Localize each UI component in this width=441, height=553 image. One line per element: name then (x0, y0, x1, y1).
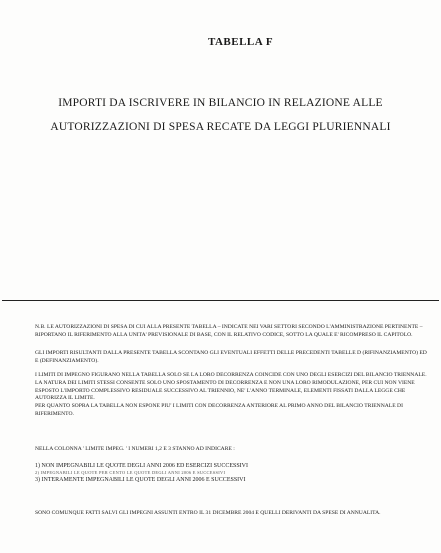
note-importi-text: GLI IMPORTI RISULTANTI DALLA PRESENTE TABELLA SCONTANO GLI EVENTUALI EFFETTI DELLE PRECEDENTI TABELLE D (RIFINANZIAMENTO) ED E (DEFINANZIAMENTO). (35, 350, 427, 364)
note-final (35, 510, 427, 518)
heading-line-2: AUTORIZZAZIONI DI SPESA RECATE DA LEGGI PLURIENNALI (50, 121, 391, 133)
separator-rule (2, 300, 439, 301)
note-limiti-1: I LIMITI DI IMPEGNO FIGURANO NELLA TABELLA SOLO SE LA LORO DECORRENZA COINCIDE CON UNO DEGLI ESERCIZI DEL BILANCIO TRIENNALE. (35, 372, 427, 378)
note-colonna (35, 446, 427, 454)
heading-line-1: IMPORTI DA ISCRIVERE IN BILANCIO IN RELAZIONE ALLE (58, 97, 383, 109)
note-limiti-3: PER QUANTO SOPRA LA TABELLA NON ESPONE PIU' I LIMITI CON DECORRENZA ANTERIORE AL PRIMO ANNO DEL BILANCIO TRIENNALE DI RIFERIMENTO. (35, 403, 403, 417)
note-colonna-text: NELLA COLONNA ' LIMITE IMPEG. ' I NUMERI 1,2 E 3 STANNO AD INDICARE : (35, 446, 235, 452)
note-importi (35, 350, 427, 366)
limite-list (35, 462, 427, 484)
note-nb-text: N.B. LE AUTORIZZAZIONI DI SPESA DI CUI ALLA PRESENTE TABELLA – INDICATE NEI VARI SETTORI SECONDO L'AMMINISTRAZIONE PERTINENTE – RIPORTANO IL RIFERIMENTO ALLA UNITA' PREVISIONALE DI BASE, CON IL RELATIVO CODICE, SOTTO LA QUALE E' RICOMPRESO IL CAPITOLO. (35, 324, 423, 338)
note-limiti-2: LA NATURA DEI LIMITI STESSI CONSENTE SOLO UNO SPOSTAMENTO DI DECORRENZA E NON UNA LORO RIMODULAZIONE, PER CUI NON VIENE ESPOSTO L'IMPORTO COMPLESSIVO RESIDUALE SUCCESSIVO AL TRIENNIO, NE' L'ANNO TERMINALE, ELEMENTI FISSATI DALLA LEGGE CHE AUTORIZZA IL LIMITE. (35, 379, 415, 402)
note-limiti (35, 372, 427, 419)
list-item: 1) NON IMPEGNABILI LE QUOTE DEGLI ANNI 2006 ED ESERCIZI SUCCESSIVI (35, 463, 248, 469)
list-item: 3) INTERAMENTE IMPEGNABILI LE QUOTE DEGLI ANNI 2006 E SUCCESSIVI (35, 477, 246, 484)
table-title: TABELLA F (207, 36, 274, 48)
note-nb (35, 324, 427, 340)
note-final-text: SONO COMUNQUE FATTI SALVI GLI IMPEGNI ASSUNTI ENTRO IL 31 DICEMBRE 2004 E QUELLI DERIVANTI DA SPESE DI ANNUALITA. (35, 510, 381, 516)
list-item: 2) IMPEGNABILI LE QUOTE PER CENTO LE QUOTE DEGLI ANNI 2006 E SUCCESSIVI (35, 470, 226, 476)
